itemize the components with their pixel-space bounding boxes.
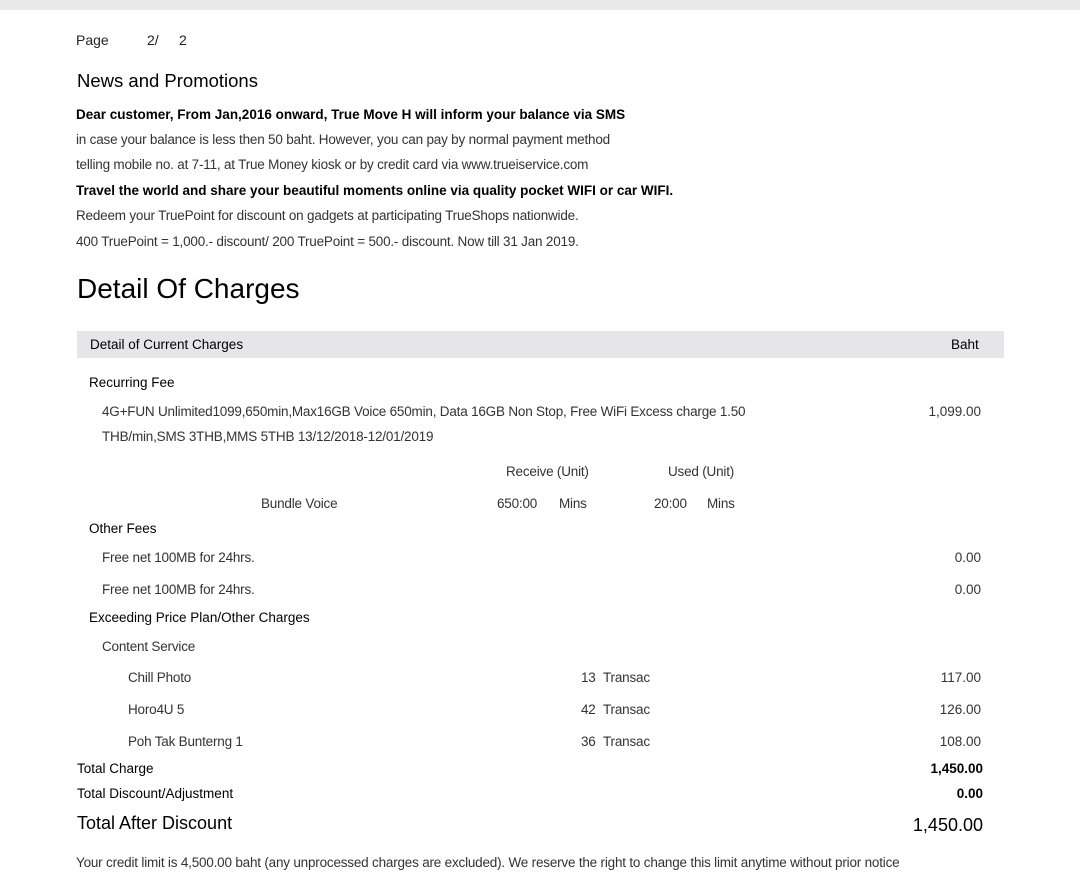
total-charge-label: Total Charge [77,761,154,776]
content-item-amount-1: 117.00 [940,670,981,685]
content-item-amount-3: 108.00 [939,734,981,749]
other-fees-label: Other Fees [89,521,157,536]
total-charge-amount: 1,450.00 [930,761,983,776]
used-value: 20:00 [654,496,687,511]
content-item-qty-2: 42 [581,702,596,717]
total-discount-amount: 0.00 [956,786,983,801]
bundle-voice-label: Bundle Voice [261,496,338,511]
content-item-unit-1: Transac [603,670,650,685]
news-line-6: 400 TruePoint = 1,000.- discount/ 200 TruePoint = 500.- discount. Now till 31 Jan 2019. [76,234,579,249]
content-item-name-1: Chill Photo [128,670,192,685]
page-total: 2 [179,32,187,48]
charges-header-label: Detail of Current Charges [90,337,244,352]
content-item-name-3: Poh Tak Bunterng 1 [128,734,243,749]
recurring-fee-label: Recurring Fee [89,375,175,390]
other-fee-amount-1: 0.00 [954,550,981,565]
content-item-unit-2: Transac [603,702,650,717]
plan-description-line-2: THB/min,SMS 3THB,MMS 5THB 13/12/2018-12/01/2019 [102,429,434,444]
news-line-5: Redeem your TruePoint for discount on gadgets at participating TrueShops nationwide. [76,208,579,223]
plan-amount: 1,099.00 [928,404,981,419]
news-title: News and Promotions [77,70,258,91]
receive-value: 650:00 [497,496,538,511]
total-after-discount-label: Total After Discount [77,813,233,833]
content-item-name-2: Horo4U 5 [128,702,185,717]
receive-unit-header: Receive (Unit) [506,464,589,479]
plan-description-line-1: 4G+FUN Unlimited1099,650min,Max16GB Voice 650min, Data 16GB Non Stop, Free WiFi Excess charge 1.50 [102,404,746,419]
news-line-1: Dear customer, From Jan,2016 onward, True Move H will inform your balance via SMS [76,107,626,122]
content-service-label: Content Service [102,639,196,654]
charges-header-currency: Baht [951,337,979,352]
content-item-amount-2: 126.00 [939,702,981,717]
receive-unit: Mins [559,496,587,511]
total-discount-label: Total Discount/Adjustment [77,786,234,801]
used-unit: Mins [707,496,735,511]
credit-limit-notice: Your credit limit is 4,500.00 baht (any unprocessed charges are excluded). We reserve the right to change this limit anytime without prior notice [76,855,900,870]
news-line-4: Travel the world and share your beautiful moments online via quality pocket WIFI or car WIFI. [76,183,674,198]
other-fee-name-1: Free net 100MB for 24hrs. [102,550,255,565]
page-current: 2/ [147,32,159,48]
total-after-discount-amount: 1,450.00 [912,815,983,835]
used-unit-header: Used (Unit) [668,464,735,479]
other-fee-name-2: Free net 100MB for 24hrs. [102,582,255,597]
page-label: Page [76,32,109,48]
content-item-unit-3: Transac [603,734,650,749]
exceeding-charges-label: Exceeding Price Plan/Other Charges [89,610,310,625]
content-item-qty-1: 13 [581,670,596,685]
news-line-2: in case your balance is less then 50 baht. However, you can pay by normal payment method [76,132,610,147]
other-fee-amount-2: 0.00 [954,582,981,597]
content-item-qty-3: 36 [581,734,596,749]
top-bar [0,0,1080,10]
news-line-3: telling mobile no. at 7-11, at True Money kiosk or by credit card via www.trueiservice.com [76,157,589,172]
detail-of-charges-title: Detail Of Charges [77,273,300,304]
